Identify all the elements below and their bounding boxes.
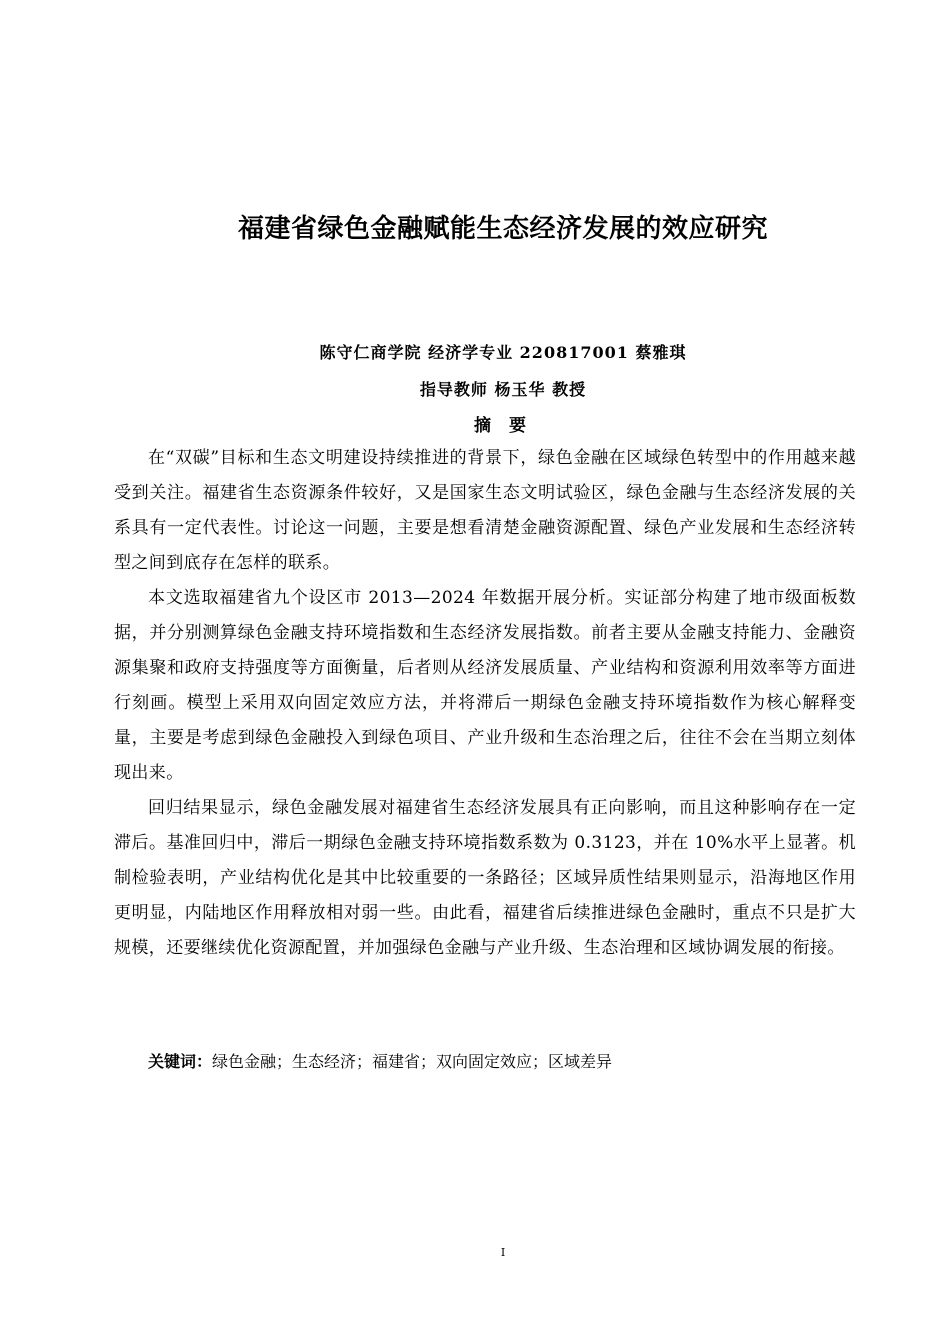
abstract-heading: 摘 要 <box>474 416 532 436</box>
abstract-paragraph-3: 回归结果显示，绿色金融发展对福建省生态经济发展具有正向影响，而且这种影响存在一定滞后。基准回归中，滞后一期绿色金融支持环境指数系数为 0.3123，并在 10%水平上显著。机制检验表明，产业结构优化是其中比较重要的一条路径；区域异质性结果则显示，沿海地区作用更明显，内陆地区作用释放相对弱一些。由此看，福建省后续推进绿色金融时，重点不只是扩大规模，还要继续优化资源配置，并加强绿色金融与产业升级、生态治理和区域协调发展的衔接。 <box>114 798 856 958</box>
abstract-paragraph-2: 本文选取福建省九个设区市 2013—2024 年数据开展分析。实证部分构建了地市级面板数据，并分别测算绿色金融支持环境指数和生态经济发展指数。前者主要从金融支持能力、金融资源集聚和政府支持强度等方面衡量，后者则从经济发展质量、产业结构和资源利用效率等方面进行刻画。模型上采用双向固定效应方法，并将滞后一期绿色金融支持环境指数作为核心解释变量，主要是考虑到绿色金融投入到绿色项目、产业升级和生态治理之后，往往不会在当期立刻体现出来。 <box>114 588 856 783</box>
abstract-paragraph-1: 在“双碳”目标和生态文明建设持续推进的背景下，绿色金融在区域绿色转型中的作用越来越受到关注。福建省生态资源条件较好，又是国家生态文明试验区，绿色金融与生态经济发展的关系具有一定代表性。讨论这一问题，主要是想看清楚金融资源配置、绿色产业发展和生态经济转型之间到底存在怎样的联系。 <box>114 448 856 573</box>
page-number: I <box>500 1246 506 1259</box>
keywords-label: 关键词： <box>148 1052 213 1071</box>
author-line: 陈守仁商学院 经济学专业 220817001 蔡雅琪 <box>319 343 687 362</box>
advisor-line: 指导教师 杨玉华 教授 <box>419 380 587 399</box>
keywords-line <box>148 1044 612 1079</box>
paper-title: 福建省绿色金融赋能生态经济发展的效应研究 <box>237 214 768 244</box>
abstract-body <box>114 441 856 966</box>
keywords-text: 绿色金融；生态经济；福建省；双向固定效应；区域差异 <box>212 1052 613 1071</box>
